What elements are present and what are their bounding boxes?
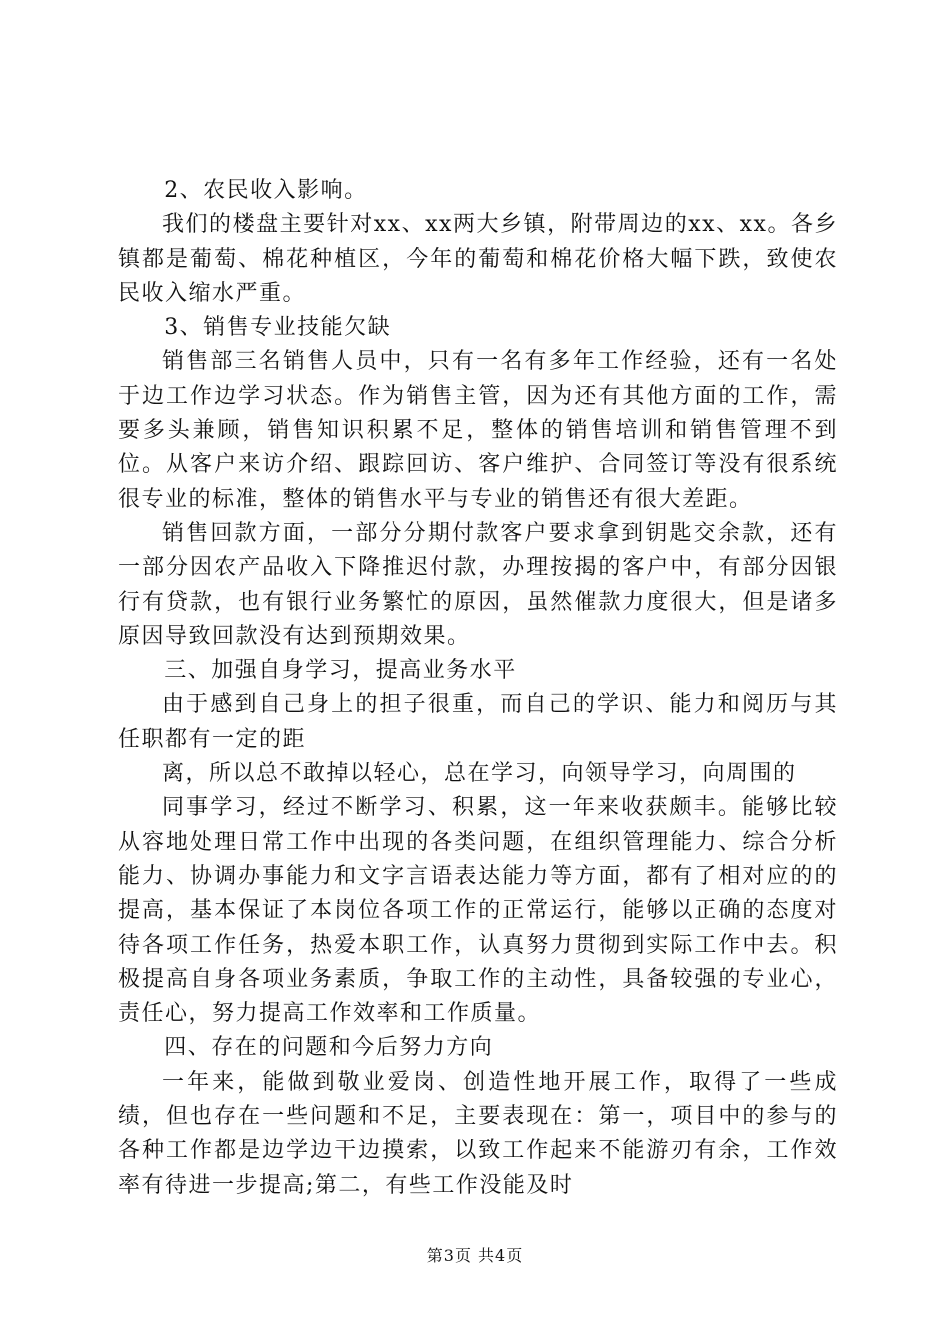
- paragraph-self-study-1: 由于感到自己身上的担子很重，而自己的学识、能力和阅历与其任职都有一定的距: [118, 692, 838, 752]
- paragraph-payment-collection: 销售回款方面，一部分分期付款客户要求拿到钥匙交余款，还有一部分因农产品收入下降推迟付款，办理按揭的客户中，有部分因银行有贷款，也有银行业务繁忙的原因，虽然催款力度很大，但是诸多原因导致回款没有达到预期效果。: [118, 520, 838, 649]
- paragraph-problems: 一年来，能做到敬业爱岗、创造性地开展工作，取得了一些成绩，但也存在一些问题和不足，主要表现在：第一，项目中的参与的各种工作都是边学边干边摸索，以致工作起来不能游刃有余，工作效率有待进一步提高;第二，有些工作没能及时: [118, 1069, 838, 1198]
- section-heading-self-study: 三、加强自身学习，提高业务水平: [164, 658, 517, 684]
- paragraph-self-study-3: 同事学习，经过不断学习、积累，这一年来收获颇丰。能够比较从容地处理日常工作中出现的各类问题，在组织管理能力、综合分析能力、协调办事能力和文字言语表达能力等方面，都有了相对应的的提高，基本保证了本岗位各项工作的正常运行，能够以正确的态度对待各项工作任务，热爱本职工作，认真努力贯彻到实际工作中去。积极提高自身各项业务素质，争取工作的主动性，具备较强的专业心，责任心，努力提高工作效率和工作质量。: [118, 795, 838, 1027]
- paragraph-farmer-income: 我们的楼盘主要针对xx、xx两大乡镇，附带周边的xx、xx。各乡镇都是葡萄、棉花种植区，今年的葡萄和棉花价格大幅下跌，致使农民收入缩水严重。: [118, 212, 838, 306]
- page-number: 第3页 共4页: [426, 1246, 524, 1265]
- section-heading-problems: 四、存在的问题和今后努力方向: [164, 1035, 494, 1061]
- paragraph-self-study-2: 离，所以总不敢掉以轻心，总在学习，向领导学习，向周围的: [162, 761, 797, 787]
- paragraph-sales-staff: 销售部三名销售人员中，只有一名有多年工作经验，还有一名处于边工作边学习状态。作为销售主管，因为还有其他方面的工作，需要多头兼顾，销售知识积累不足，整体的销售培训和销售管理不到位。从客户来访介绍、跟踪回访、客户维护、合同签订等没有很系统很专业的标准，整体的销售水平与专业的销售还有很大差距。: [118, 349, 838, 512]
- section-heading-sales-skills: 3、销售专业技能欠缺: [164, 315, 392, 341]
- section-heading-farmer-income: 2、农民收入影响。: [164, 178, 368, 203]
- document-body: [118, 174, 838, 1203]
